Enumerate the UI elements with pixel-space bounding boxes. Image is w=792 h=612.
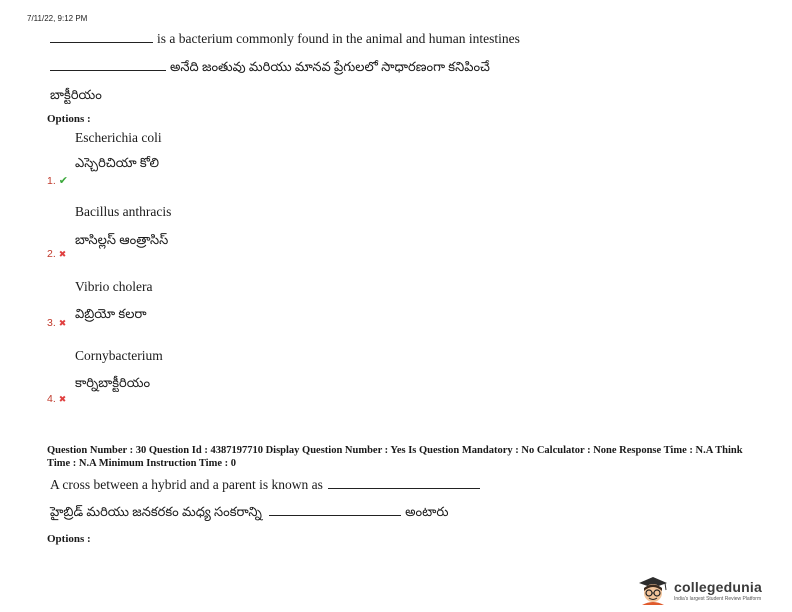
graduate-avatar-icon (636, 575, 670, 605)
option-number: 4. (47, 393, 56, 405)
option-2-english: Bacillus anthracis (75, 204, 172, 219)
question-text-telugu (50, 58, 490, 78)
question-2-text-telugu-before: హైబ్రిడ్ మరియు జనకరకం మధ్య సంకరాన్ని (50, 504, 262, 519)
answer-blank (328, 476, 480, 489)
logo-name: collegedunia (674, 579, 762, 595)
option-4-english: Cornybacterium (75, 348, 163, 363)
answer-blank-telugu (50, 58, 166, 71)
answer-blank-telugu (269, 503, 401, 516)
option-2-telugu: బాసిల్లస్ ఆంత్రాసిస్ (75, 232, 169, 247)
logo-tagline: India's largest Student Review Platform (674, 596, 762, 602)
collegedunia-logo (632, 573, 792, 607)
question-text-english-body: is a bacterium commonly found in the animal and human intestines (157, 31, 520, 46)
option-4-telugu: కార్నిబాక్టీరియం (75, 375, 151, 390)
question-text-english (50, 30, 520, 47)
answer-blank (50, 30, 153, 43)
option-number: 1. (47, 175, 56, 187)
question-2-text-telugu-after: అంటారు (405, 504, 449, 519)
option-number: 3. (47, 317, 56, 329)
option-1-number (47, 174, 68, 187)
option-2-number (47, 248, 66, 260)
option-4-number (47, 393, 66, 405)
option-1-english: Escherichia coli (75, 130, 162, 145)
option-3-telugu: విబ్రియో కలరా (75, 306, 147, 321)
option-3-english: Vibrio cholera (75, 279, 153, 294)
question-2-text-english-body: A cross between a hybrid and a parent is known as (50, 477, 323, 492)
options-label: Options : (47, 533, 91, 545)
options-label: Options : (47, 113, 91, 125)
question-meta: Question Number : 30 Question Id : 4387197710 Display Question Number : Yes Is Question Mandatory : No Calculator : None Response Time : N.A Think Time : N.A Minimum Instruction Time : 0 (47, 445, 743, 469)
option-number: 2. (47, 248, 56, 260)
question-2-text-english (50, 476, 484, 493)
question-text-telugu-line1: అనేది జంతువు మరియు మానవ ప్రేగులలో సాధారణంగా కనిపించే (170, 59, 490, 74)
option-1-telugu: ఎస్చెరిచియా కోలి (75, 155, 159, 170)
question-text-telugu-line2: బాక్టీరియం (50, 87, 102, 102)
cross-icon: ✖ (58, 394, 67, 404)
option-3-number (47, 317, 66, 329)
question-2-text-telugu (50, 503, 449, 523)
cross-icon: ✖ (58, 318, 67, 328)
print-timestamp: 7/11/22, 9:12 PM (27, 14, 88, 23)
cross-icon: ✖ (58, 249, 67, 259)
check-icon: ✔ (58, 175, 68, 187)
